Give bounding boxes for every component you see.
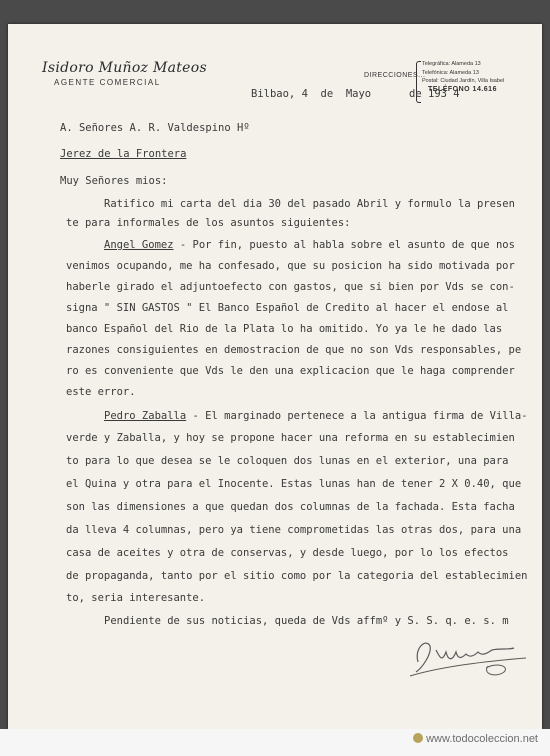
signature-icon (396, 628, 542, 688)
letterhead-name: Isidoro Muñoz Mateos (42, 60, 207, 76)
paragraph-line: Angel Gomez - Por fin, puesto al habla sobre el asunto de que nos (104, 239, 515, 251)
letter-paper (8, 24, 542, 729)
phone-number: TELÉFONO 14.616 (428, 85, 497, 93)
paragraph-line: casa de aceites y otra de conservas, y desde luego, por lo los efectos (66, 547, 509, 559)
paragraph-line: ro es conveniente que Vds le den una explicacion que le haga comprender (66, 365, 515, 377)
paragraph-line: signa " SIN GASTOS " El Banco Español de Credito al hacer el endose al (66, 302, 509, 314)
paragraph-line: te para informales de los asuntos siguientes: (66, 217, 351, 229)
paragraph-line: el Quina y otra para el Inocente. Estas lunas han de tener 2 X 0.40, que (66, 478, 522, 490)
paragraph-line: de propaganda, tanto por el sitio como por la categoria del establecimien (66, 570, 528, 582)
direction-telegraph: Telegráfica: Alameda 13 (422, 61, 481, 67)
paragraph-line: venimos ocupando, me ha confesado, que su posicion ha sido motivada por (66, 260, 515, 272)
directions-label: DIRECCIONES... (364, 72, 426, 79)
paragraph-line: son las dimensiones a que quedan dos columnas de la fachada. Esta facha (66, 501, 515, 513)
direction-postal: Postal: Ciudad Jardín, Villa Isabel (422, 78, 505, 84)
letter-greeting: Muy Señores mios: (60, 175, 168, 187)
letter-location: Jerez de la Frontera (60, 148, 187, 160)
letter-recipient: A. Señores A. R. Valdespino Hº (60, 122, 250, 134)
paragraph-line: razones consiguientes en demostracion de que no son Vds responsables, pe (66, 344, 522, 356)
paragraph-line: verde y Zaballa, y hoy se propone hacer una reforma en su establecimien (66, 432, 515, 444)
heading-angel-gomez: Angel Gomez (104, 239, 174, 251)
paragraph-line: to, seria interesante. (66, 592, 206, 604)
paragraph-line: este error. (66, 386, 136, 398)
paragraph-line: da lleva 4 columnas, pero ya tiene comprometidas las otras dos, para una (66, 524, 522, 536)
paragraph-line: Pedro Zaballa - El marginado pertenece a la antigua firma de Villa- (104, 410, 528, 422)
paragraph-line: Ratifico mi carta del dia 30 del pasado Abril y formulo la presen (104, 198, 515, 210)
heading-pedro-zaballa: Pedro Zaballa (104, 410, 187, 422)
paragraph-line: banco Español del Rio de la Plata lo ha omitido. Yo ya le he dado las (66, 323, 503, 335)
letterhead-role: AGENTE COMERCIAL (54, 78, 161, 87)
watermark: www.todocoleccion.net (413, 733, 538, 745)
paragraph-line: to para lo que desea se le coloquen dos lunas en el exterior, una para (66, 455, 509, 467)
letter-closing: Pendiente de sus noticias, queda de Vds affmº y S. S. q. e. s. m (104, 615, 509, 627)
watermark-logo-icon (413, 733, 423, 743)
paragraph-line: haberle girado el adjuntoefecto con gastos, que si bien por Vds se con- (66, 281, 515, 293)
direction-telephone: Telefónica: Alameda 13 (422, 69, 479, 76)
letter-date: Bilbao, 4 de Mayo de 193 4 (251, 88, 460, 100)
